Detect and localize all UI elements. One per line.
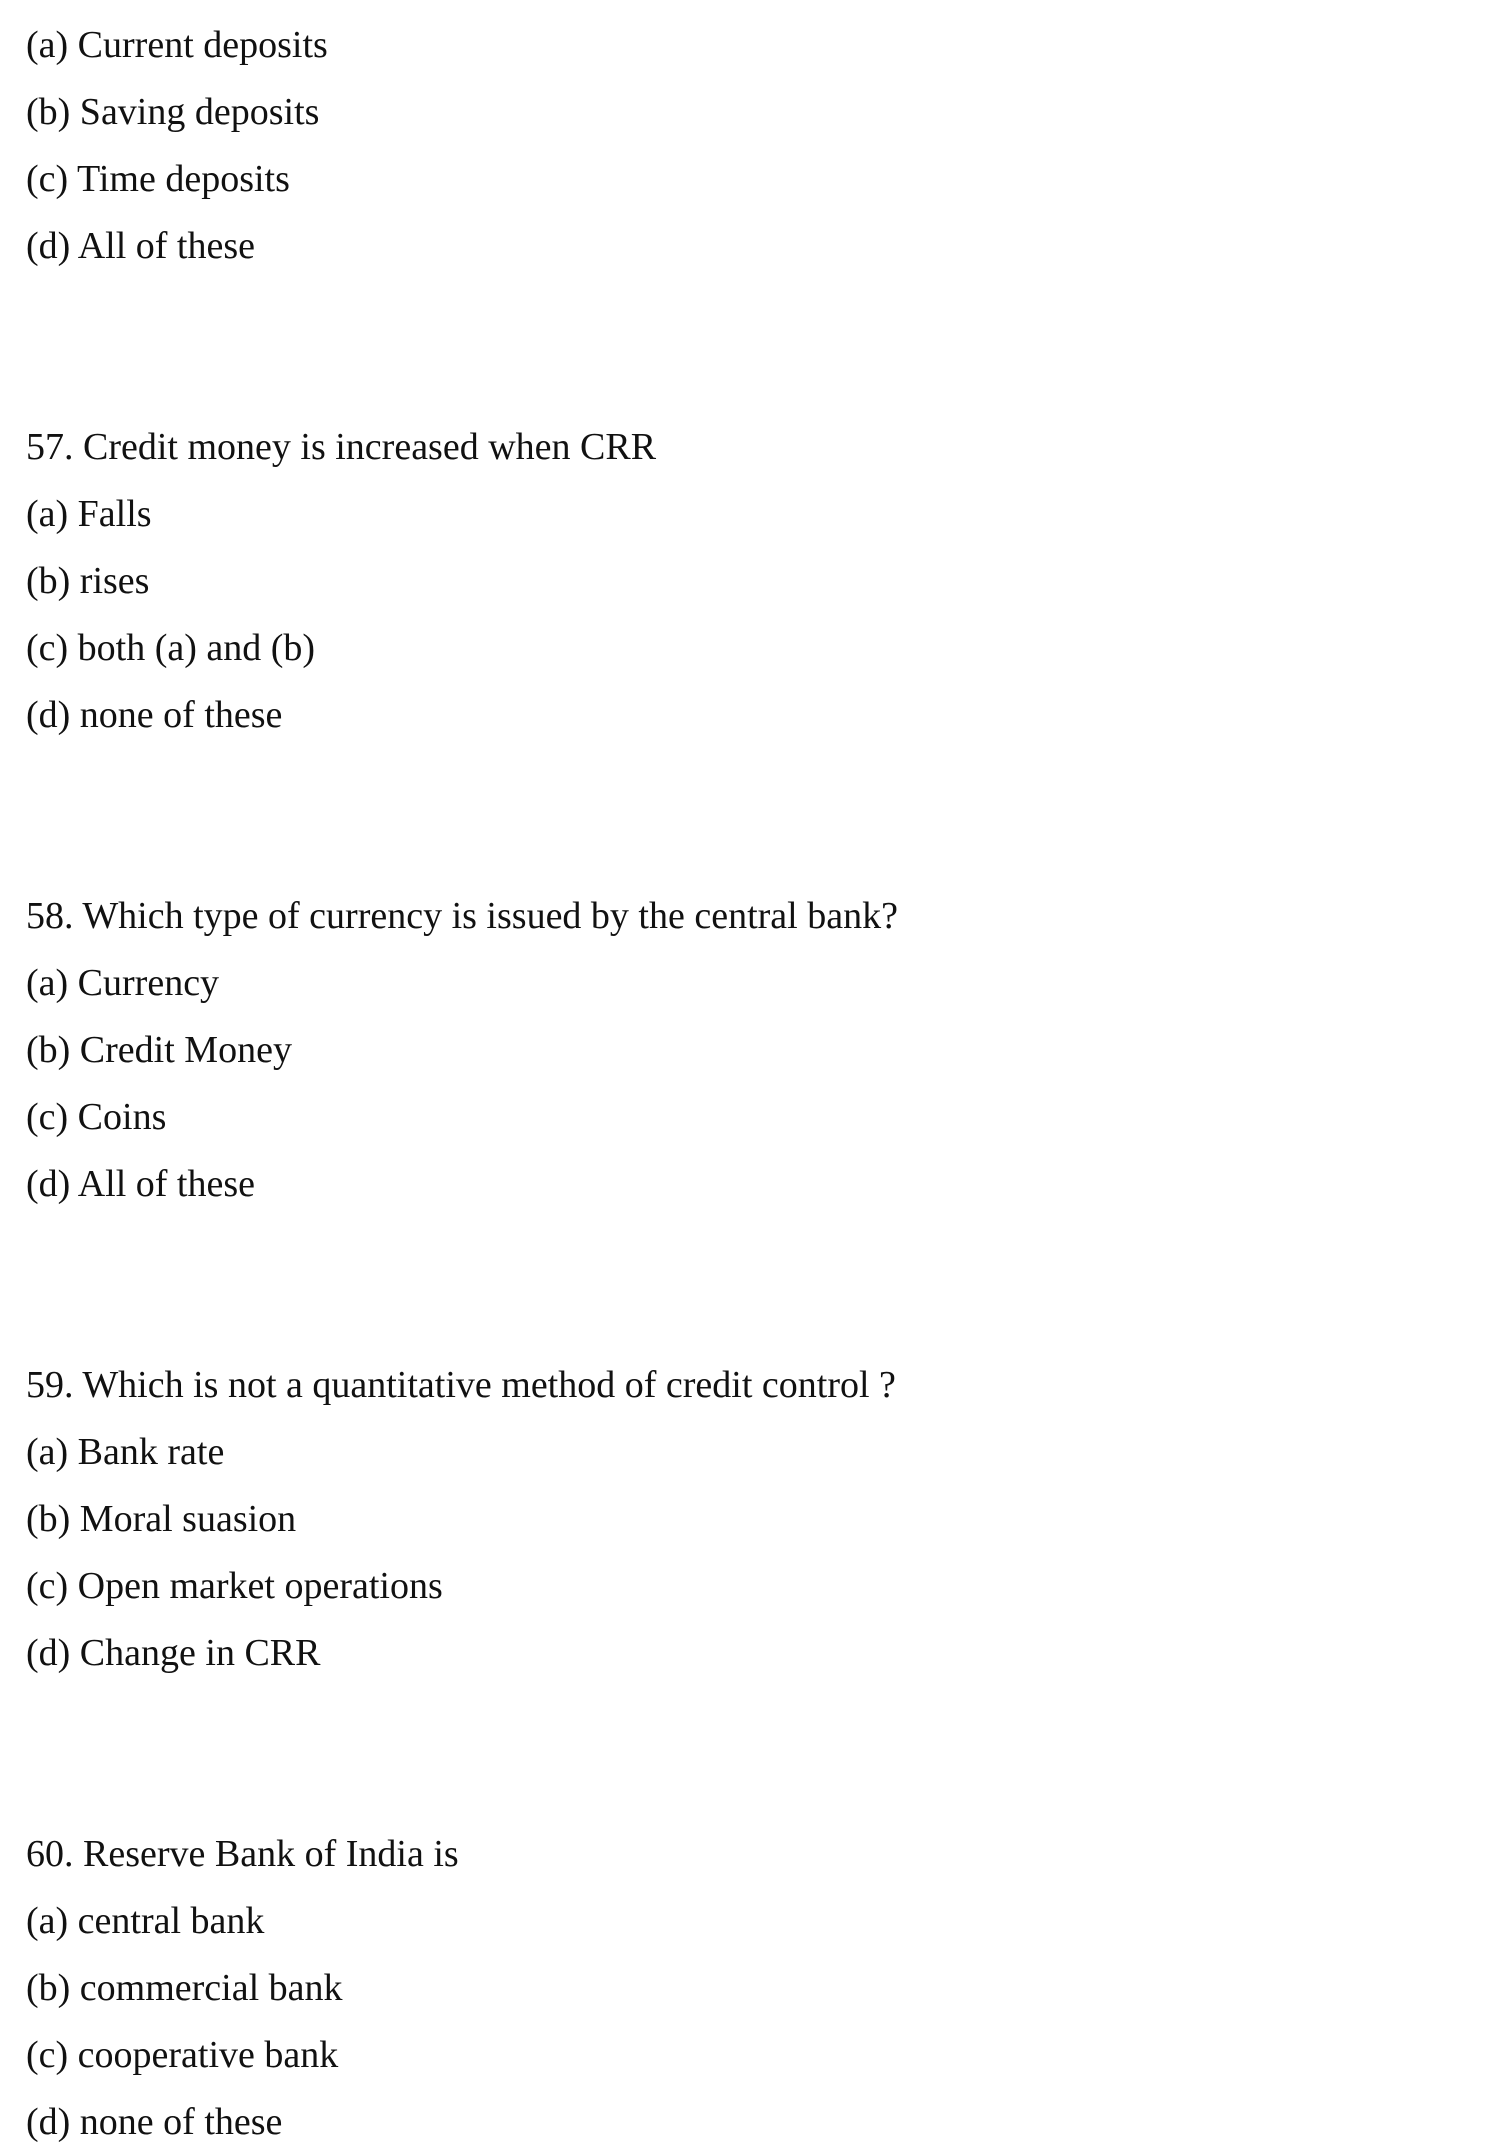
answer-option: (d) All of these <box>26 1163 256 1205</box>
answer-option: (a) Falls <box>26 493 152 535</box>
answer-option: (a) Currency <box>26 962 220 1004</box>
question-text: 58. Which type of currency is issued by the central bank? <box>26 895 898 937</box>
question-block <box>26 12 1476 280</box>
question-block <box>26 1352 1476 1687</box>
answer-option: (b) Saving deposits <box>26 91 320 133</box>
answer-option: (b) rises <box>26 560 150 602</box>
question-text: 57. Credit money is increased when CRR <box>26 426 657 468</box>
answer-option: (b) Credit Money <box>26 1029 292 1071</box>
answer-option: (a) central bank <box>26 1900 265 1942</box>
answer-option: (a) Bank rate <box>26 1431 225 1473</box>
answer-option: (d) All of these <box>26 225 256 267</box>
question-text: 60. Reserve Bank of India is <box>26 1833 459 1875</box>
answer-option: (d) none of these <box>26 2101 283 2143</box>
question-document <box>26 12 1476 2156</box>
answer-option: (c) Coins <box>26 1096 167 1138</box>
answer-option: (c) Time deposits <box>26 158 290 200</box>
answer-option: (b) commercial bank <box>26 1967 343 2009</box>
answer-option: (c) Open market operations <box>26 1565 443 1607</box>
question-block <box>26 883 1476 1218</box>
question-text: 59. Which is not a quantitative method of credit control ? <box>26 1364 896 1406</box>
answer-option: (d) none of these <box>26 694 283 736</box>
question-block <box>26 1821 1476 2156</box>
answer-option: (c) cooperative bank <box>26 2034 339 2076</box>
answer-option: (d) Change in CRR <box>26 1632 321 1674</box>
answer-option: (b) Moral suasion <box>26 1498 297 1540</box>
question-block <box>26 414 1476 749</box>
answer-option: (a) Current deposits <box>26 24 328 66</box>
answer-option: (c) both (a) and (b) <box>26 627 316 669</box>
